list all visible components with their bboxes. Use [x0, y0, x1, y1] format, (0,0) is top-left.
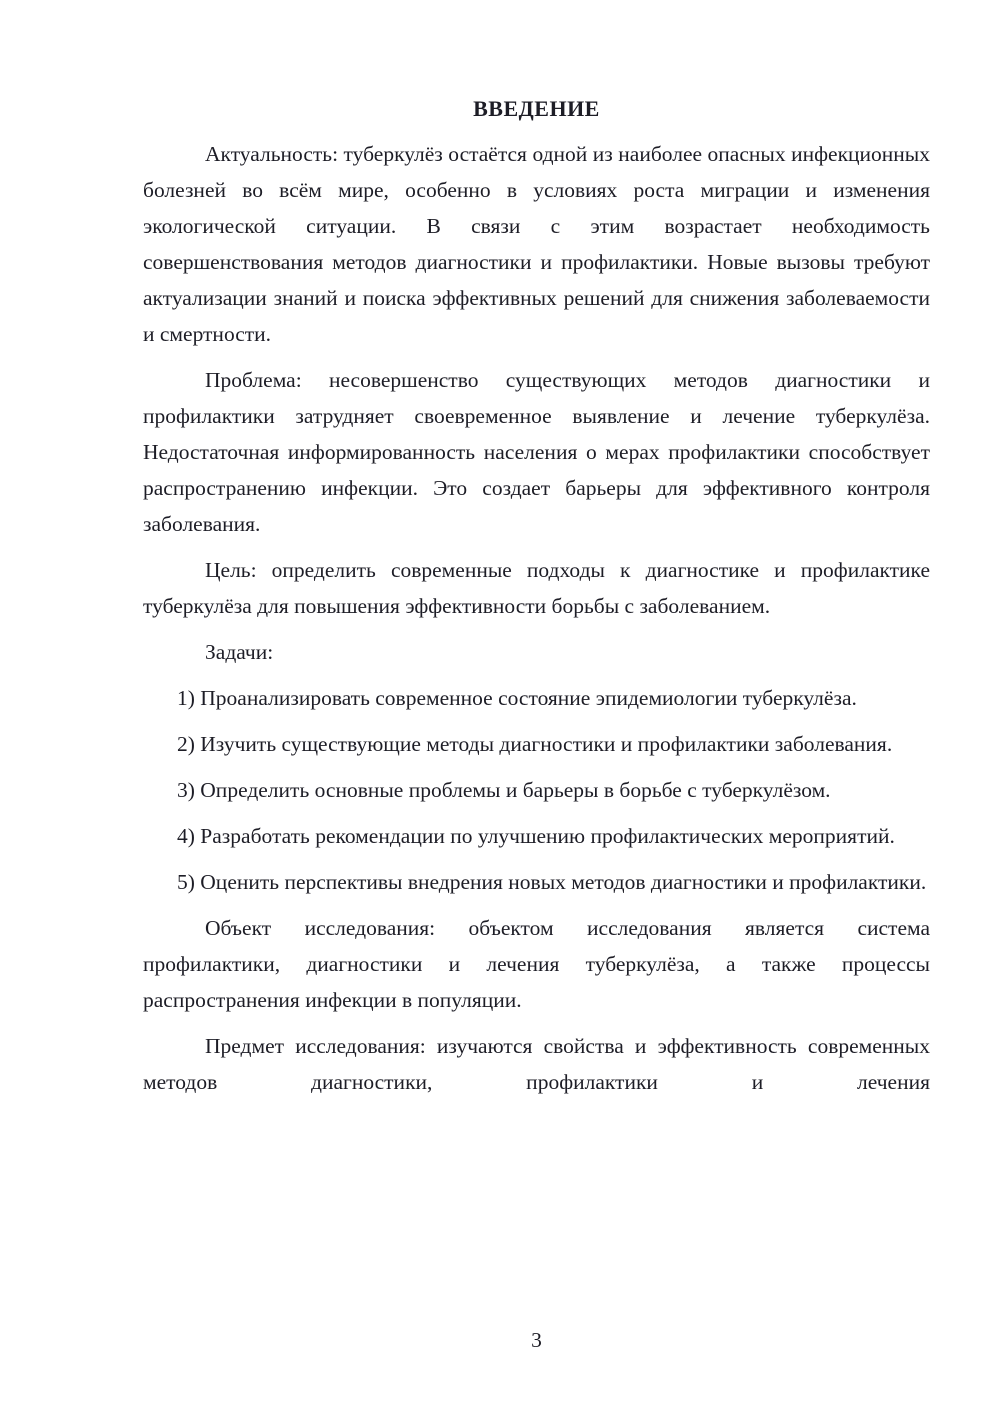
list-item-5: 5) Оценить перспективы внедрения новых методов диагностики и профилактики. — [177, 870, 927, 894]
paragraph-aktualnost: Актуальность: туберкулёз остаётся одной из наиболее опасных инфекционных болезней во всём мире, особенно в условиях роста миграции и изменения экологической ситуации. В связи с этим возрастает необходимость совершенствования методов диагностики и профилактики. Новые вызовы требуют актуализации знаний и поиска эффективных решений для снижения заболеваемости и смертности. — [143, 142, 930, 346]
list-item-1: 1) Проанализировать современное состояние эпидемиологии туберкулёза. — [177, 686, 857, 710]
paragraph-problema: Проблема: несовершенство существующих методов диагностики и профилактики затрудняет своевременное выявление и лечение туберкулёза. Недостаточная информированность населения о мерах профилактики способствует распространению инфекции. Это создает барьеры для эффективного контроля заболевания. — [143, 368, 930, 536]
paragraph-obekt-issledovaniya: Объект исследования: объектом исследования является система профилактики, диагностики и лечения туберкулёза, а также процессы распространения инфекции в популяции. — [143, 916, 930, 1012]
list-item-3: 3) Определить основные проблемы и барьеры в борьбе с туберкулёзом. — [177, 778, 831, 802]
list-item-4: 4) Разработать рекомендации по улучшению профилактических мероприятий. — [177, 824, 895, 848]
page-number: 3 — [531, 1328, 542, 1352]
page-title: ВВЕДЕНИЕ — [473, 96, 600, 121]
list-item-2: 2) Изучить существующие методы диагностики и профилактики заболевания. — [177, 732, 893, 756]
paragraph-zadachi-heading: Задачи: — [205, 640, 274, 664]
paragraph-predmet-issledovaniya: Предмет исследования: изучаются свойства и эффективность современных методов диагностики, профилактики и лечения — [143, 1034, 930, 1094]
paragraph-tsel: Цель: определить современные подходы к диагностике и профилактике туберкулёза для повышения эффективности борьбы с заболеванием. — [143, 558, 930, 618]
